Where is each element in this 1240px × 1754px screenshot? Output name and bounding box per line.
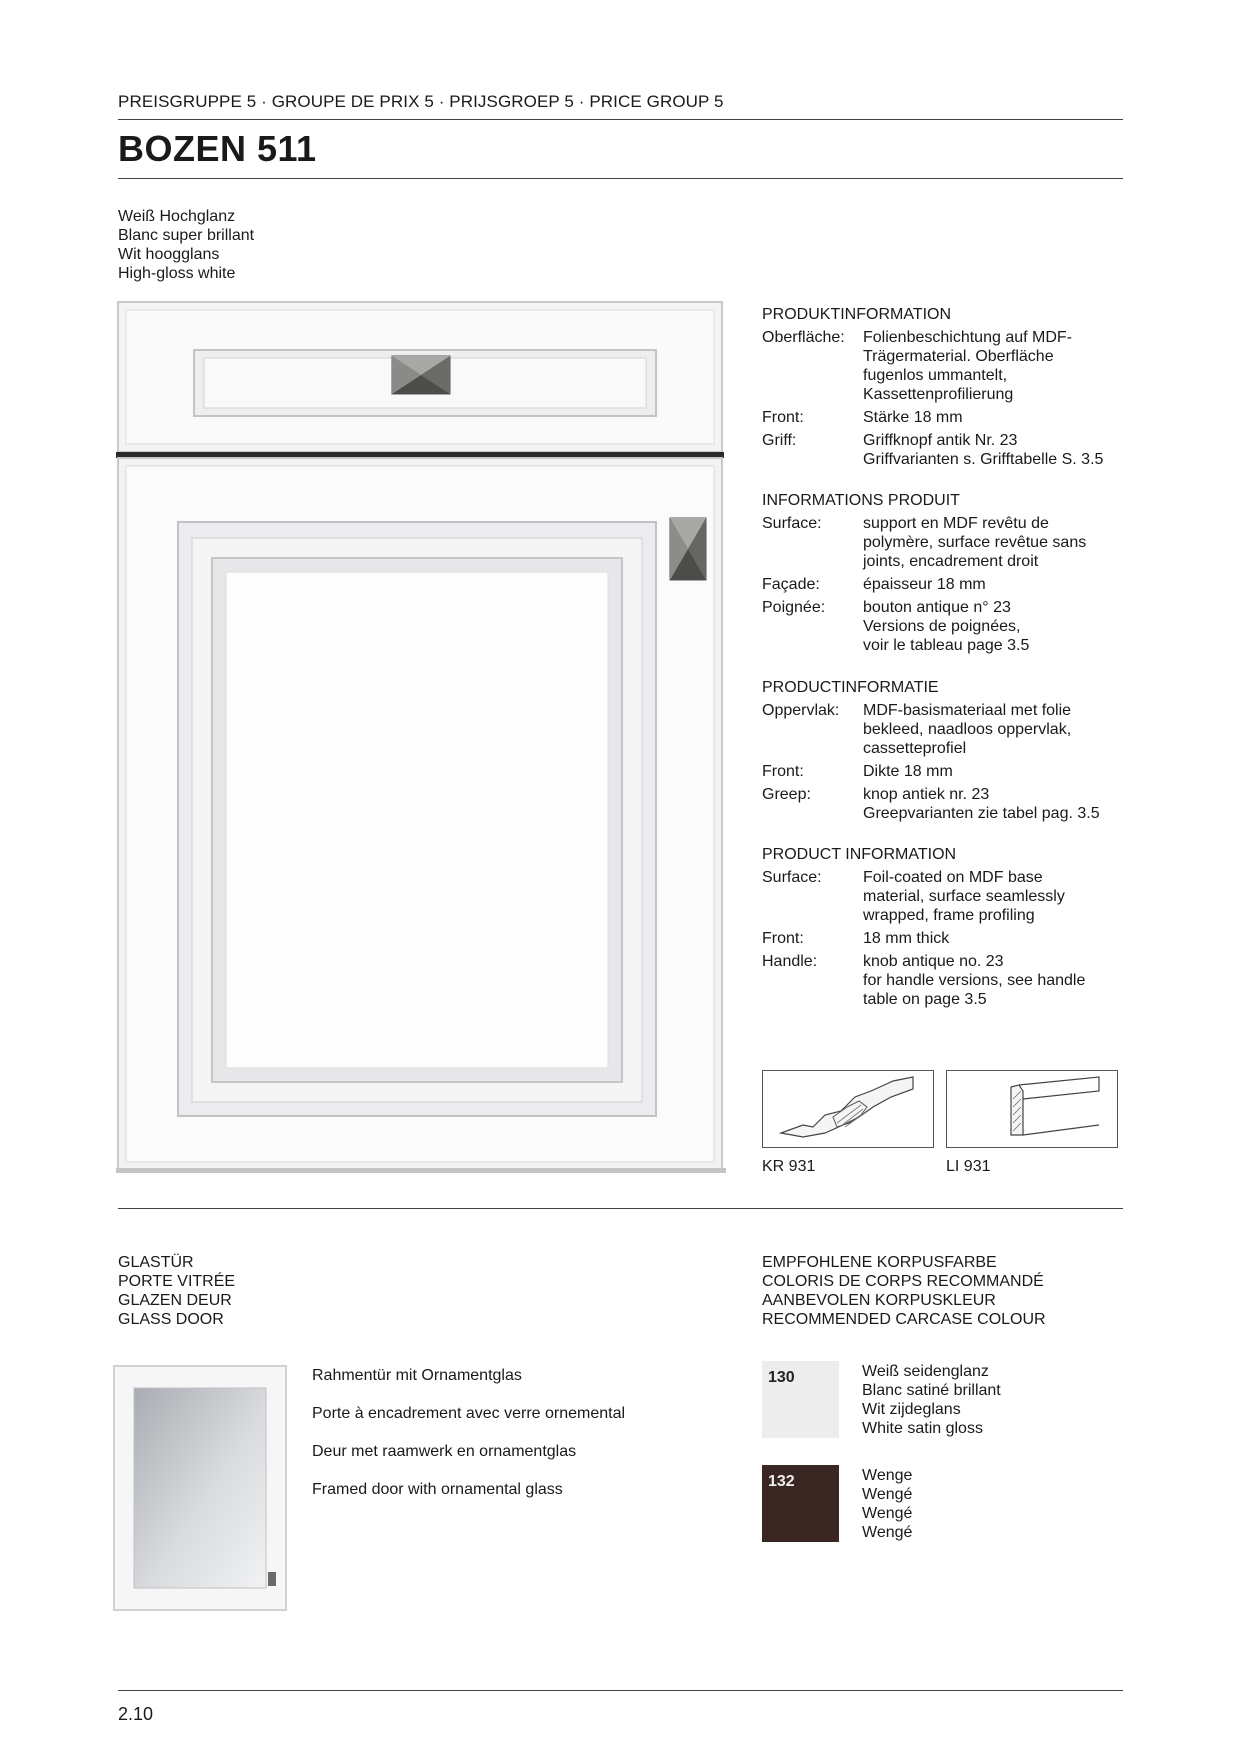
model-title: BOZEN 511 xyxy=(118,128,317,169)
info-key: Greep: xyxy=(762,786,811,803)
glass-door-description: Porte à encadrement avec verre ornemental xyxy=(312,1405,626,1422)
header-divider xyxy=(118,119,1123,120)
info-row xyxy=(762,575,1132,594)
colour-name: Weiß seidenglanz xyxy=(862,1363,989,1380)
info-line: fugenlos ummantelt, xyxy=(863,367,1008,384)
info-key: Handle: xyxy=(762,953,818,970)
glass-door-description: Rahmentür mit Ornamentglas xyxy=(312,1367,522,1384)
info-row xyxy=(762,952,1132,1009)
info-row xyxy=(762,598,1132,655)
carcase-title: AANBEVOLEN KORPUSKLEUR xyxy=(762,1292,996,1309)
info-line: polymère, surface revêtue sans xyxy=(863,534,1087,551)
info-value xyxy=(863,952,1132,1009)
info-line: Versions de poignées, xyxy=(863,618,1021,635)
swatch-130 xyxy=(762,1361,839,1438)
info-line: joints, encadrement droit xyxy=(863,553,1039,570)
info-block-de xyxy=(762,305,1132,473)
info-key: Front: xyxy=(762,409,804,426)
info-row xyxy=(762,431,1132,469)
info-value xyxy=(863,575,1132,594)
info-line: Foil-coated on MDF base xyxy=(863,869,1043,886)
info-block-fr xyxy=(762,491,1132,659)
colour-name: Wengé xyxy=(862,1486,913,1503)
info-value xyxy=(863,929,1132,948)
info-line: MDF-basismateriaal met folie xyxy=(863,702,1072,719)
door-image xyxy=(116,300,726,1175)
glass-door-title: GLASTÜR xyxy=(118,1254,194,1271)
info-line: table on page 3.5 xyxy=(863,991,987,1008)
colour-name: White satin gloss xyxy=(862,1420,983,1437)
info-block-en xyxy=(762,845,1132,1013)
profile-label-kr931: KR 931 xyxy=(762,1158,816,1175)
info-row xyxy=(762,929,1132,948)
info-key: Griff: xyxy=(762,432,797,449)
info-row xyxy=(762,328,1132,404)
info-line: knop antiek nr. 23 xyxy=(863,786,990,803)
finish-name: Wit hoogglans xyxy=(118,246,220,263)
info-line: bekleed, naadloos oppervlak, xyxy=(863,721,1072,738)
info-key: Façade: xyxy=(762,576,820,593)
carcase-titles xyxy=(762,1253,1046,1329)
finish-name: Weiß Hochglanz xyxy=(118,208,236,225)
info-value xyxy=(863,785,1132,823)
title-divider xyxy=(118,178,1123,179)
info-row xyxy=(762,514,1132,571)
carcase-title: COLORIS DE CORPS RECOMMANDÉ xyxy=(762,1273,1044,1290)
info-title: PRODUKTINFORMATION xyxy=(762,306,952,323)
section-divider xyxy=(118,1208,1123,1209)
info-key: Oberfläche: xyxy=(762,329,845,346)
info-row xyxy=(762,785,1132,823)
drawer-knob xyxy=(392,356,450,394)
carcase-title: EMPFOHLENE KORPUSFARBE xyxy=(762,1254,997,1271)
info-title: INFORMATIONS PRODUIT xyxy=(762,492,960,509)
info-line: knob antique no. 23 xyxy=(863,953,1004,970)
info-line: Trägermaterial. Oberfläche xyxy=(863,348,1054,365)
info-line: Kassettenprofilierung xyxy=(863,386,1014,403)
door-knob xyxy=(670,518,706,580)
glass-door-title: GLAZEN DEUR xyxy=(118,1292,232,1309)
info-row xyxy=(762,701,1132,758)
info-value xyxy=(863,868,1132,925)
info-value xyxy=(863,328,1132,404)
glass-door-description: Framed door with ornamental glass xyxy=(312,1481,563,1498)
info-line: material, surface seamlessly xyxy=(863,888,1065,905)
swatch-132 xyxy=(762,1465,839,1542)
profile-label-li931: LI 931 xyxy=(946,1158,991,1175)
colour-name: Wit zijdeglans xyxy=(862,1401,961,1418)
swatch-132-names xyxy=(862,1466,912,1542)
info-value xyxy=(863,514,1132,571)
info-line: Folienbeschichtung auf MDF- xyxy=(863,329,1072,346)
info-line: wrapped, frame profiling xyxy=(863,907,1035,924)
info-row xyxy=(762,762,1132,781)
glass-door-title: GLASS DOOR xyxy=(118,1311,224,1328)
info-key: Front: xyxy=(762,763,804,780)
colour-name: Blanc satiné brillant xyxy=(862,1382,1001,1399)
glass-door-titles xyxy=(118,1253,235,1329)
finish-names xyxy=(118,207,254,283)
info-line: for handle versions, see handle xyxy=(863,972,1086,989)
info-line: support en MDF revêtu de xyxy=(863,515,1049,532)
info-value xyxy=(863,408,1132,427)
glass-door-title: PORTE VITRÉE xyxy=(118,1273,236,1290)
info-block-nl xyxy=(762,678,1132,827)
info-value xyxy=(863,598,1132,655)
carcase-title: RECOMMENDED CARCASE COLOUR xyxy=(762,1311,1046,1328)
profile-li931-image xyxy=(946,1070,1118,1148)
info-key: Front: xyxy=(762,930,804,947)
info-line: Dikte 18 mm xyxy=(863,763,953,780)
info-value xyxy=(863,762,1132,781)
info-line: cassetteprofiel xyxy=(863,740,967,757)
info-line: Greepvarianten zie tabel pag. 3.5 xyxy=(863,805,1100,822)
info-title: PRODUCT INFORMATION xyxy=(762,846,957,863)
profile-kr931-image xyxy=(762,1070,934,1148)
price-group-heading: PREISGRUPPE 5 · GROUPE DE PRIX 5 · PRIJSGROEP 5 · PRICE GROUP 5 xyxy=(118,92,724,111)
colour-name: Wengé xyxy=(862,1505,913,1522)
info-line: Griffvarianten s. Grifftabelle S. 3.5 xyxy=(863,451,1104,468)
info-value xyxy=(863,701,1132,758)
info-row xyxy=(762,408,1132,427)
swatch-130-names xyxy=(862,1362,1001,1438)
info-title: PRODUCTINFORMATIE xyxy=(762,679,939,696)
page-number: 2.10 xyxy=(118,1704,154,1724)
info-value xyxy=(863,431,1132,469)
info-key: Poignée: xyxy=(762,599,826,616)
glass-door-description: Deur met raamwerk en ornamentglas xyxy=(312,1443,577,1460)
glass-door-descriptions xyxy=(312,1366,625,1518)
info-line: 18 mm thick xyxy=(863,930,950,947)
info-line: épaisseur 18 mm xyxy=(863,576,986,593)
info-key: Oppervlak: xyxy=(762,702,840,719)
swatch-code: 130 xyxy=(768,1369,795,1386)
finish-name: Blanc super brillant xyxy=(118,227,255,244)
info-key: Surface: xyxy=(762,515,822,532)
info-line: Griffknopf antik Nr. 23 xyxy=(863,432,1018,449)
colour-name: Wenge xyxy=(862,1467,913,1484)
info-line: Stärke 18 mm xyxy=(863,409,963,426)
info-line: voir le tableau page 3.5 xyxy=(863,637,1030,654)
swatch-code: 132 xyxy=(768,1473,795,1490)
footer-divider xyxy=(118,1690,1123,1691)
glass-door-image xyxy=(112,1364,288,1612)
colour-name: Wengé xyxy=(862,1524,913,1541)
info-key: Surface: xyxy=(762,869,822,886)
info-line: bouton antique n° 23 xyxy=(863,599,1011,616)
finish-name: High-gloss white xyxy=(118,265,236,282)
info-row xyxy=(762,868,1132,925)
